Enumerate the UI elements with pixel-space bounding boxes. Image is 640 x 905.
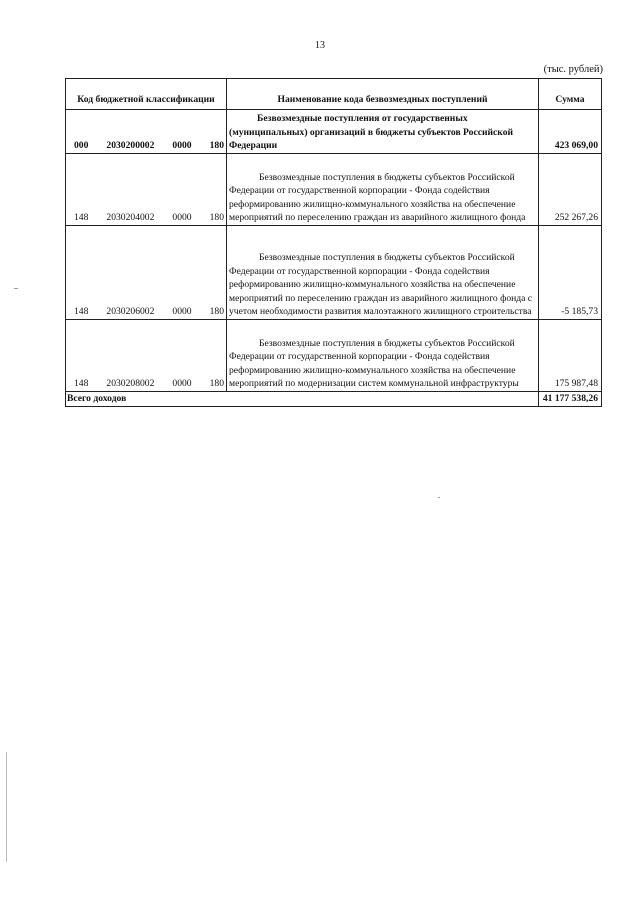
program-code: 0000	[172, 140, 192, 152]
code-cell	[66, 320, 227, 392]
total-sum: 41 177 538,26	[539, 392, 602, 407]
sum-cell: 252 267,26	[539, 154, 602, 226]
name-cell	[227, 154, 539, 226]
code-cell	[66, 154, 227, 226]
income-name: Безвозмездные поступления в бюджеты субъектов Российской Федерации от государственной корпорации - Фонда содействия реформированию жилищно-коммунального хозяйства на обеспечение мероприятий по переселению граждан из аварийного жилищного фонда	[229, 171, 526, 224]
kosgu-code: 180	[209, 212, 224, 224]
sum-cell: 423 069,00	[539, 110, 602, 154]
program-code: 0000	[172, 378, 192, 390]
program-code: 0000	[172, 212, 192, 224]
budget-table	[65, 78, 602, 407]
table-row	[66, 320, 602, 392]
table-header-row	[66, 79, 602, 110]
name-cell	[227, 320, 539, 392]
kosgu-code: 180	[209, 140, 224, 152]
sum-cell: -5 185,73	[539, 226, 602, 320]
admin-code: 148	[74, 212, 89, 224]
units-label: (тыс. рублей)	[543, 64, 603, 75]
budget-code: 2030206002	[106, 306, 155, 318]
header-sum: Сумма	[539, 79, 602, 110]
scan-mark	[6, 752, 7, 862]
header-name: Наименование кода безвозмездных поступлений	[227, 79, 539, 110]
scan-mark	[438, 497, 440, 498]
income-name: Безвозмездные поступления в бюджеты субъектов Российской Федерации от государственной корпорации - Фонда содействия реформированию жилищно-коммунального хозяйства на обеспечение мероприятий по переселению граждан из аварийного жилищного фонда с учетом необходимости развития малоэтажного жилищного строительства	[229, 252, 533, 318]
kosgu-code: 180	[209, 306, 224, 318]
sum-cell: 175 987,48	[539, 320, 602, 392]
name-cell	[227, 226, 539, 320]
header-code: Код бюджетной классификации	[66, 79, 227, 110]
income-name: Безвозмездные поступления от государственных (муниципальных) организаций в бюджеты субъектов Российской Федерации	[229, 113, 514, 152]
scan-mark	[14, 288, 18, 289]
total-label: Всего доходов	[66, 392, 539, 407]
admin-code: 148	[74, 306, 89, 318]
table-row	[66, 226, 602, 320]
table-row	[66, 110, 602, 154]
income-name: Безвозмездные поступления в бюджеты субъектов Российской Федерации от государственной корпорации - Фонда содействия реформированию жилищно-коммунального хозяйства на обеспечение мероприятий по модернизации систем коммунальной инфраструктуры	[229, 337, 519, 390]
total-row	[66, 392, 602, 407]
table-row	[66, 154, 602, 226]
code-cell	[66, 110, 227, 154]
code-cell	[66, 226, 227, 320]
name-cell	[227, 110, 539, 154]
budget-code: 2030204002	[106, 212, 155, 224]
admin-code: 000	[74, 140, 89, 152]
program-code: 0000	[172, 306, 192, 318]
page-number: 13	[315, 40, 325, 51]
budget-code: 2030208002	[106, 378, 155, 390]
kosgu-code: 180	[209, 378, 224, 390]
budget-code: 2030200002	[106, 140, 155, 152]
admin-code: 148	[74, 378, 89, 390]
